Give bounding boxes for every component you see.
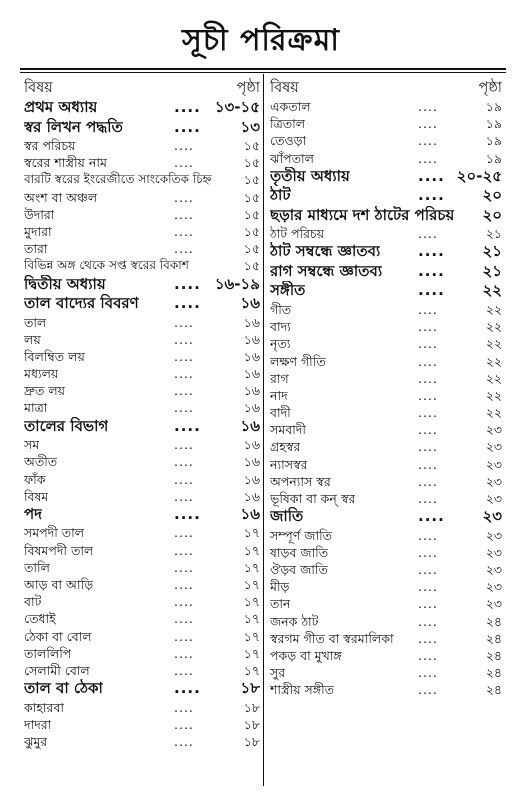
toc-page-number: ২২ <box>485 319 502 335</box>
toc-entry <box>24 382 264 399</box>
toc-topic: বারটি স্বরের ইংরেজীতে সাংকেতিক চিহ্ন <box>24 172 212 187</box>
toc-topic: বিলম্বিত লয় <box>24 348 85 364</box>
toc-leader-dots: .... <box>174 366 194 382</box>
toc-leader-dots: .... <box>418 319 438 335</box>
toc-leader-dots: .... <box>418 682 438 698</box>
toc-leader-dots: .... <box>418 261 445 280</box>
toc-topic: মধ্যলয় <box>24 366 59 382</box>
toc-leader-dots: .... <box>174 416 201 435</box>
toc-topic: তাল <box>24 314 47 330</box>
toc-entry <box>24 417 264 437</box>
toc-page-number: ১৫ <box>243 241 260 257</box>
toc-entry <box>270 186 506 206</box>
toc-topic: গীত <box>270 301 292 317</box>
toc-leader-dots: .... <box>174 383 194 399</box>
toc-leader-dots: .... <box>418 99 438 114</box>
toc-page-number: ১৮ <box>243 716 260 732</box>
toc-entry <box>270 301 506 318</box>
toc-page-number: ২৩ <box>485 473 502 489</box>
toc-page-number: ১৬ <box>240 416 260 435</box>
toc-leader-dots: .... <box>418 473 438 489</box>
toc-topic: প্রথম অধ্যায় <box>24 98 98 116</box>
toc-entry <box>270 115 506 132</box>
toc-leader-dots: .... <box>174 454 194 470</box>
toc-topic: তালি <box>24 559 50 575</box>
toc-topic: অতীত <box>24 454 58 470</box>
toc-page-number: ১৫ <box>243 189 260 205</box>
toc-page-number: ১৯ <box>485 133 502 149</box>
header-page: পৃষ্ঠা <box>236 80 260 96</box>
toc-entry <box>24 294 264 314</box>
toc-topic: মাত্রা <box>24 400 48 416</box>
toc-topic: শাস্ত্রীয় সঙ্গীত <box>270 682 335 698</box>
toc-page-number: ১৭ <box>243 628 260 644</box>
toc-leader-dots: .... <box>418 186 445 205</box>
toc-page-number: ১৭ <box>243 525 260 541</box>
toc-topic: তেধাই <box>24 611 56 627</box>
toc-page-number: ২১ <box>485 226 502 242</box>
toc-page-number: ২৩ <box>485 456 502 472</box>
toc-topic: স্বরের শাস্ত্রীয় নাম <box>24 155 107 171</box>
toc-page-number: ২১ <box>482 242 502 261</box>
title-rule-thin <box>20 72 506 73</box>
toc-topic: জনক ঠাট <box>270 613 319 629</box>
toc-page-number: ১৫ <box>243 172 260 188</box>
toc-topic: বিষমপদী তাল <box>24 542 94 558</box>
toc-page-number: ২০ <box>482 205 502 224</box>
toc-leader-dots: .... <box>174 576 194 592</box>
toc-entry <box>24 733 264 750</box>
toc-leader-dots: .... <box>418 353 438 369</box>
toc-entry <box>24 524 264 541</box>
toc-leader-dots: .... <box>418 544 438 560</box>
toc-leader-dots: .... <box>418 301 438 317</box>
toc-page-number: ২৩ <box>485 579 502 595</box>
toc-entry <box>24 716 264 733</box>
toc-page-number: ১৬ <box>243 454 260 470</box>
toc-leader-dots: .... <box>174 437 194 453</box>
toc-entry <box>24 240 264 257</box>
toc-leader-dots: .... <box>418 226 438 242</box>
toc-entry <box>270 98 506 115</box>
toc-entry <box>270 150 506 167</box>
toc-leader-dots: .... <box>174 559 194 575</box>
toc-entry <box>24 206 264 223</box>
toc-topic: দ্বিতীয় অধ্যায় <box>24 274 106 293</box>
toc-entry <box>24 699 264 716</box>
toc-leader-dots: .... <box>418 422 438 438</box>
title-rule <box>20 68 506 70</box>
toc-topic: রাগ <box>270 370 289 386</box>
toc-entry <box>270 281 506 301</box>
toc-topic: বিভিন্ন অঙ্গ থেকে সপ্ত স্বরের বিকাশ <box>24 258 189 273</box>
toc-page-number: ১৬ <box>243 366 260 382</box>
toc-leader-dots: .... <box>418 527 438 543</box>
toc-entry <box>24 118 264 138</box>
toc-entry <box>270 206 506 226</box>
toc-leader-dots: .... <box>418 562 438 578</box>
toc-entry <box>24 679 264 699</box>
toc-page-number: ১৯ <box>485 99 502 114</box>
header-topic: বিষয় <box>270 80 299 96</box>
toc-leader-dots: .... <box>418 630 438 646</box>
toc-page-number: ২০ <box>482 186 502 205</box>
toc-leader-dots: .... <box>174 488 194 504</box>
header-topic: বিষয় <box>24 80 53 96</box>
toc-page-number: ১৭ <box>243 576 260 592</box>
toc-leader-dots: .... <box>418 116 438 132</box>
toc-leader-dots: .... <box>174 241 194 257</box>
toc-leader-dots: .... <box>418 507 445 526</box>
toc-page-number: ২৩ <box>485 527 502 543</box>
toc-leader-dots: .... <box>174 274 201 293</box>
toc-topic: মীড় <box>270 579 290 595</box>
toc-page-number: ২৪ <box>485 613 502 629</box>
toc-topic: নাদ <box>270 387 288 403</box>
toc-topic: সঙ্গীত <box>270 281 306 300</box>
toc-topic: অপন্যাস স্বর <box>270 473 331 489</box>
toc-page-number: ২১ <box>482 261 502 280</box>
toc-page-number: ২২ <box>482 281 502 300</box>
toc-page-number: ১৫ <box>243 206 260 222</box>
column-header <box>24 78 264 98</box>
toc-page-number: ২২ <box>485 301 502 317</box>
toc-page-number: ২২ <box>485 370 502 386</box>
toc-entry <box>270 613 506 630</box>
toc-entry <box>24 542 264 559</box>
toc-entry <box>24 257 264 274</box>
toc-leader-dots: .... <box>418 665 438 681</box>
toc-page-number: ১৬ <box>243 400 260 416</box>
toc-leader-dots: .... <box>174 138 194 153</box>
toc-entry <box>24 189 264 206</box>
toc-page-number: ১৬ <box>240 294 260 312</box>
toc-page-number: ২২ <box>485 387 502 403</box>
toc-entry <box>24 171 264 188</box>
left-column <box>24 78 264 750</box>
toc-entry <box>24 628 264 645</box>
toc-entry <box>24 223 264 240</box>
toc-entry <box>270 527 506 544</box>
toc-topic: আড় বা আড়ি <box>24 576 94 592</box>
toc-topic: তান <box>270 596 291 612</box>
toc-page-number: ১৬ <box>243 348 260 364</box>
toc-topic: তাললিপি <box>24 645 72 661</box>
toc-topic: ঔড়ব জাতি <box>270 562 328 578</box>
toc-page-number: ২৪ <box>485 648 502 663</box>
toc-topic: ফাঁক <box>24 471 46 487</box>
toc-entry <box>270 421 506 438</box>
toc-page-number: ১৫ <box>243 155 260 171</box>
toc-topic: তাল বাদ্যের বিবরণ <box>24 294 139 312</box>
toc-page-number: ২৩ <box>485 562 502 578</box>
toc-topic: বিষম <box>24 488 49 504</box>
toc-topic: স্বরগম গীত বা স্বরমালিকা <box>270 630 394 646</box>
toc-entry <box>24 505 264 525</box>
toc-topic: তৃতীয় অধ্যায় <box>270 166 350 185</box>
toc-leader-dots: .... <box>418 648 438 663</box>
toc-topic: ন্যাসস্বর <box>270 456 308 472</box>
toc-topic: ঝাঁপতাল <box>270 150 314 166</box>
toc-topic: ঠাট <box>270 186 291 205</box>
toc-leader-dots: .... <box>174 294 201 312</box>
toc-entry <box>270 318 506 335</box>
toc-page-number: ১৬ <box>243 383 260 399</box>
toc-leader-dots: .... <box>418 281 445 300</box>
toc-page-number: ১৫ <box>243 138 260 153</box>
toc-topic: ষাড়ব জাতি <box>270 544 329 560</box>
toc-page-number: ২৩ <box>485 422 502 438</box>
toc-topic: পদ <box>24 504 43 523</box>
toc-page-number: ১৬ <box>243 437 260 453</box>
toc-page-number: ১৬-১৯ <box>214 274 260 293</box>
toc-leader-dots: .... <box>418 439 438 455</box>
toc-leader-dots: .... <box>418 613 438 629</box>
toc-leader-dots: .... <box>174 733 194 749</box>
toc-page-number: ১৭ <box>243 662 260 678</box>
toc-topic: বাদী <box>270 405 291 421</box>
toc-topic: ঠাট পরিচয় <box>270 226 325 242</box>
toc-entry <box>270 664 506 681</box>
toc-leader-dots: .... <box>418 491 438 506</box>
toc-leader-dots: .... <box>174 189 194 205</box>
toc-entry <box>24 365 264 382</box>
toc-topic: তারা <box>24 241 48 257</box>
toc-leader-dots: .... <box>418 456 438 472</box>
toc-entry <box>270 561 506 578</box>
toc-leader-dots: .... <box>174 98 201 116</box>
toc-leader-dots: .... <box>174 504 201 523</box>
toc-entry <box>270 370 506 387</box>
toc-leader-dots: .... <box>174 699 194 715</box>
toc-topic: নৃত্য <box>270 336 291 352</box>
toc-page-number: ১৭ <box>243 542 260 558</box>
toc-entry <box>24 331 264 348</box>
toc-leader-dots: .... <box>418 405 438 421</box>
toc-leader-dots: .... <box>174 223 194 239</box>
toc-leader-dots: .... <box>418 387 438 403</box>
toc-page-number: ১৩ <box>240 117 260 136</box>
toc-topic: সম্পূর্ণ জাতি <box>270 527 333 543</box>
toc-topic: লক্ষণ গীতি <box>270 353 326 369</box>
toc-page-number: ২৪ <box>485 630 502 646</box>
toc-leader-dots: .... <box>174 628 194 644</box>
toc-topic: একতাল <box>270 99 311 114</box>
toc-page-number: ১৫ <box>243 223 260 239</box>
toc-page-number: ১৬ <box>243 488 260 504</box>
toc-page-number: ১৯ <box>485 150 502 166</box>
toc-leader-dots: .... <box>174 348 194 364</box>
toc-leader-dots: .... <box>174 206 194 222</box>
toc-page-number: ১৭ <box>243 645 260 661</box>
toc-topic: কাহারবা <box>24 699 65 715</box>
toc-topic: ছড়ার মাধ্যমে দশ ঠাটের পরিচয় <box>270 205 455 224</box>
toc-leader-dots: .... <box>418 166 445 185</box>
toc-entry <box>270 630 506 647</box>
toc-page-number: ১৯ <box>485 116 502 132</box>
toc-topic: বাদ্য <box>270 319 291 335</box>
toc-entry <box>24 98 264 118</box>
toc-leader-dots: .... <box>174 679 201 698</box>
toc-page-number: ২৩ <box>485 596 502 612</box>
toc-page-number: ১৬ <box>243 314 260 330</box>
toc-topic: রাগ সম্বন্ধে জ্ঞাতব্য <box>270 261 383 280</box>
toc-entry <box>270 490 506 507</box>
toc-entry <box>270 595 506 612</box>
toc-entry <box>24 662 264 679</box>
toc-topic: ঠাট সম্বন্ধে জ্ঞাতব্য <box>270 242 381 261</box>
toc-entry <box>270 507 506 527</box>
toc-topic: সুর <box>270 665 286 681</box>
toc-topic: দাদরা <box>24 716 52 732</box>
toc-entry <box>270 473 506 490</box>
toc-leader-dots: .... <box>174 117 201 136</box>
header-page: পৃষ্ঠা <box>478 80 502 96</box>
toc-entry <box>24 576 264 593</box>
toc-leader-dots: .... <box>418 336 438 352</box>
toc-topic: সমপদী তাল <box>24 525 85 541</box>
toc-entry <box>24 137 264 154</box>
right-column <box>270 78 506 699</box>
toc-leader-dots: .... <box>174 594 194 610</box>
toc-leader-dots: .... <box>174 525 194 541</box>
toc-entry <box>24 610 264 627</box>
toc-entry <box>24 453 264 470</box>
toc-page-number: ২৩ <box>485 439 502 455</box>
toc-leader-dots: .... <box>174 471 194 487</box>
toc-entry <box>270 647 506 664</box>
toc-leader-dots: .... <box>418 242 445 261</box>
toc-entry <box>270 387 506 404</box>
toc-page-number: ১৮ <box>243 699 260 715</box>
toc-topic: তাল বা ঠেকা <box>24 679 103 698</box>
toc-page-number: ২৩ <box>485 544 502 560</box>
toc-leader-dots: .... <box>174 716 194 732</box>
toc-topic: ঝুমুর <box>24 733 48 749</box>
toc-entry <box>270 681 506 698</box>
toc-entry <box>270 335 506 352</box>
toc-leader-dots: .... <box>418 596 438 612</box>
toc-leader-dots: .... <box>174 155 194 171</box>
toc-entry <box>24 399 264 416</box>
toc-page-number: ২২ <box>485 405 502 421</box>
toc-page-number: ২২ <box>485 336 502 352</box>
toc-entry <box>270 132 506 149</box>
toc-topic: ভূষিকা বা কন্ স্বর <box>270 491 356 506</box>
toc-topic: জাতি <box>270 507 304 526</box>
toc-topic: তালের বিভাগ <box>24 416 109 435</box>
toc-entry <box>270 578 506 595</box>
toc-entry <box>24 488 264 505</box>
toc-topic: দ্রুত লয় <box>24 383 66 399</box>
toc-page-number: ১৫ <box>243 258 260 274</box>
toc-entry <box>270 262 506 282</box>
toc-page-number: ২৩ <box>485 491 502 506</box>
toc-leader-dots: .... <box>174 611 194 627</box>
toc-entry <box>24 436 264 453</box>
toc-page-number: ২০-২৫ <box>456 166 502 185</box>
column-header <box>270 78 506 98</box>
toc-entry <box>24 645 264 662</box>
toc-topic: অংশ বা অঞ্চল <box>24 189 98 205</box>
toc-entry <box>24 314 264 331</box>
page-title: সূচী পরিক্রমা <box>182 23 340 58</box>
toc-topic: লয় <box>24 331 41 347</box>
toc-page-number: ১৬ <box>240 504 260 523</box>
toc-entry <box>270 438 506 455</box>
toc-page-number: ১৭ <box>243 611 260 627</box>
toc-leader-dots: .... <box>418 579 438 595</box>
toc-topic: ঠেকা বা বোল <box>24 628 92 644</box>
toc-entry <box>24 559 264 576</box>
toc-page-number: ২৩ <box>482 507 502 526</box>
toc-topic: পকড় বা মুখাঙ্গ <box>270 648 342 663</box>
toc-topic: স্বর লিখন পদ্ধতি <box>24 117 123 136</box>
toc-page-number: ১৮ <box>240 679 260 698</box>
toc-entry <box>270 167 506 187</box>
toc-leader-dots: .... <box>174 542 194 558</box>
toc-page-number: ২৪ <box>485 682 502 698</box>
toc-entry <box>270 404 506 421</box>
toc-leader-dots: .... <box>174 314 194 330</box>
toc-entry <box>24 593 264 610</box>
toc-topic: সমবাদী <box>270 422 306 438</box>
toc-topic: উদারা <box>24 206 55 222</box>
toc-entry <box>24 275 264 295</box>
toc-entry <box>270 242 506 262</box>
toc-entry <box>24 471 264 488</box>
toc-leader-dots: .... <box>418 370 438 386</box>
toc-topic: তেওড়া <box>270 133 307 149</box>
toc-topic: ত্রিতাল <box>270 116 306 132</box>
toc-entry <box>24 154 264 171</box>
toc-leader-dots: .... <box>174 662 194 678</box>
toc-topic: সেলামী বোল <box>24 662 90 678</box>
toc-topic: বাট <box>24 594 42 610</box>
toc-page-number: ২৪ <box>485 665 502 681</box>
toc-page-number: ২২ <box>485 353 502 369</box>
toc-page-number: ১৩-১৫ <box>214 98 260 116</box>
toc-leader-dots: .... <box>174 645 194 661</box>
toc-page-number: ১৬ <box>243 331 260 347</box>
toc-topic: স্বর পরিচয় <box>24 138 76 153</box>
toc-entry <box>270 544 506 561</box>
toc-page-number: ১৭ <box>243 559 260 575</box>
toc-entry <box>270 456 506 473</box>
toc-topic: মুদারা <box>24 223 52 239</box>
toc-entry <box>24 348 264 365</box>
toc-leader-dots: .... <box>174 400 194 416</box>
toc-topic: সম <box>24 437 40 453</box>
toc-leader-dots: .... <box>418 133 438 149</box>
toc-page-number: ১৮ <box>243 733 260 749</box>
toc-topic: গ্রহস্বর <box>270 439 301 455</box>
toc-page-number: ১৬ <box>243 471 260 487</box>
toc-entry <box>270 353 506 370</box>
toc-entry <box>270 225 506 242</box>
toc-page-number: ১৭ <box>243 594 260 610</box>
toc-leader-dots: .... <box>418 150 438 166</box>
toc-leader-dots: .... <box>174 331 194 347</box>
